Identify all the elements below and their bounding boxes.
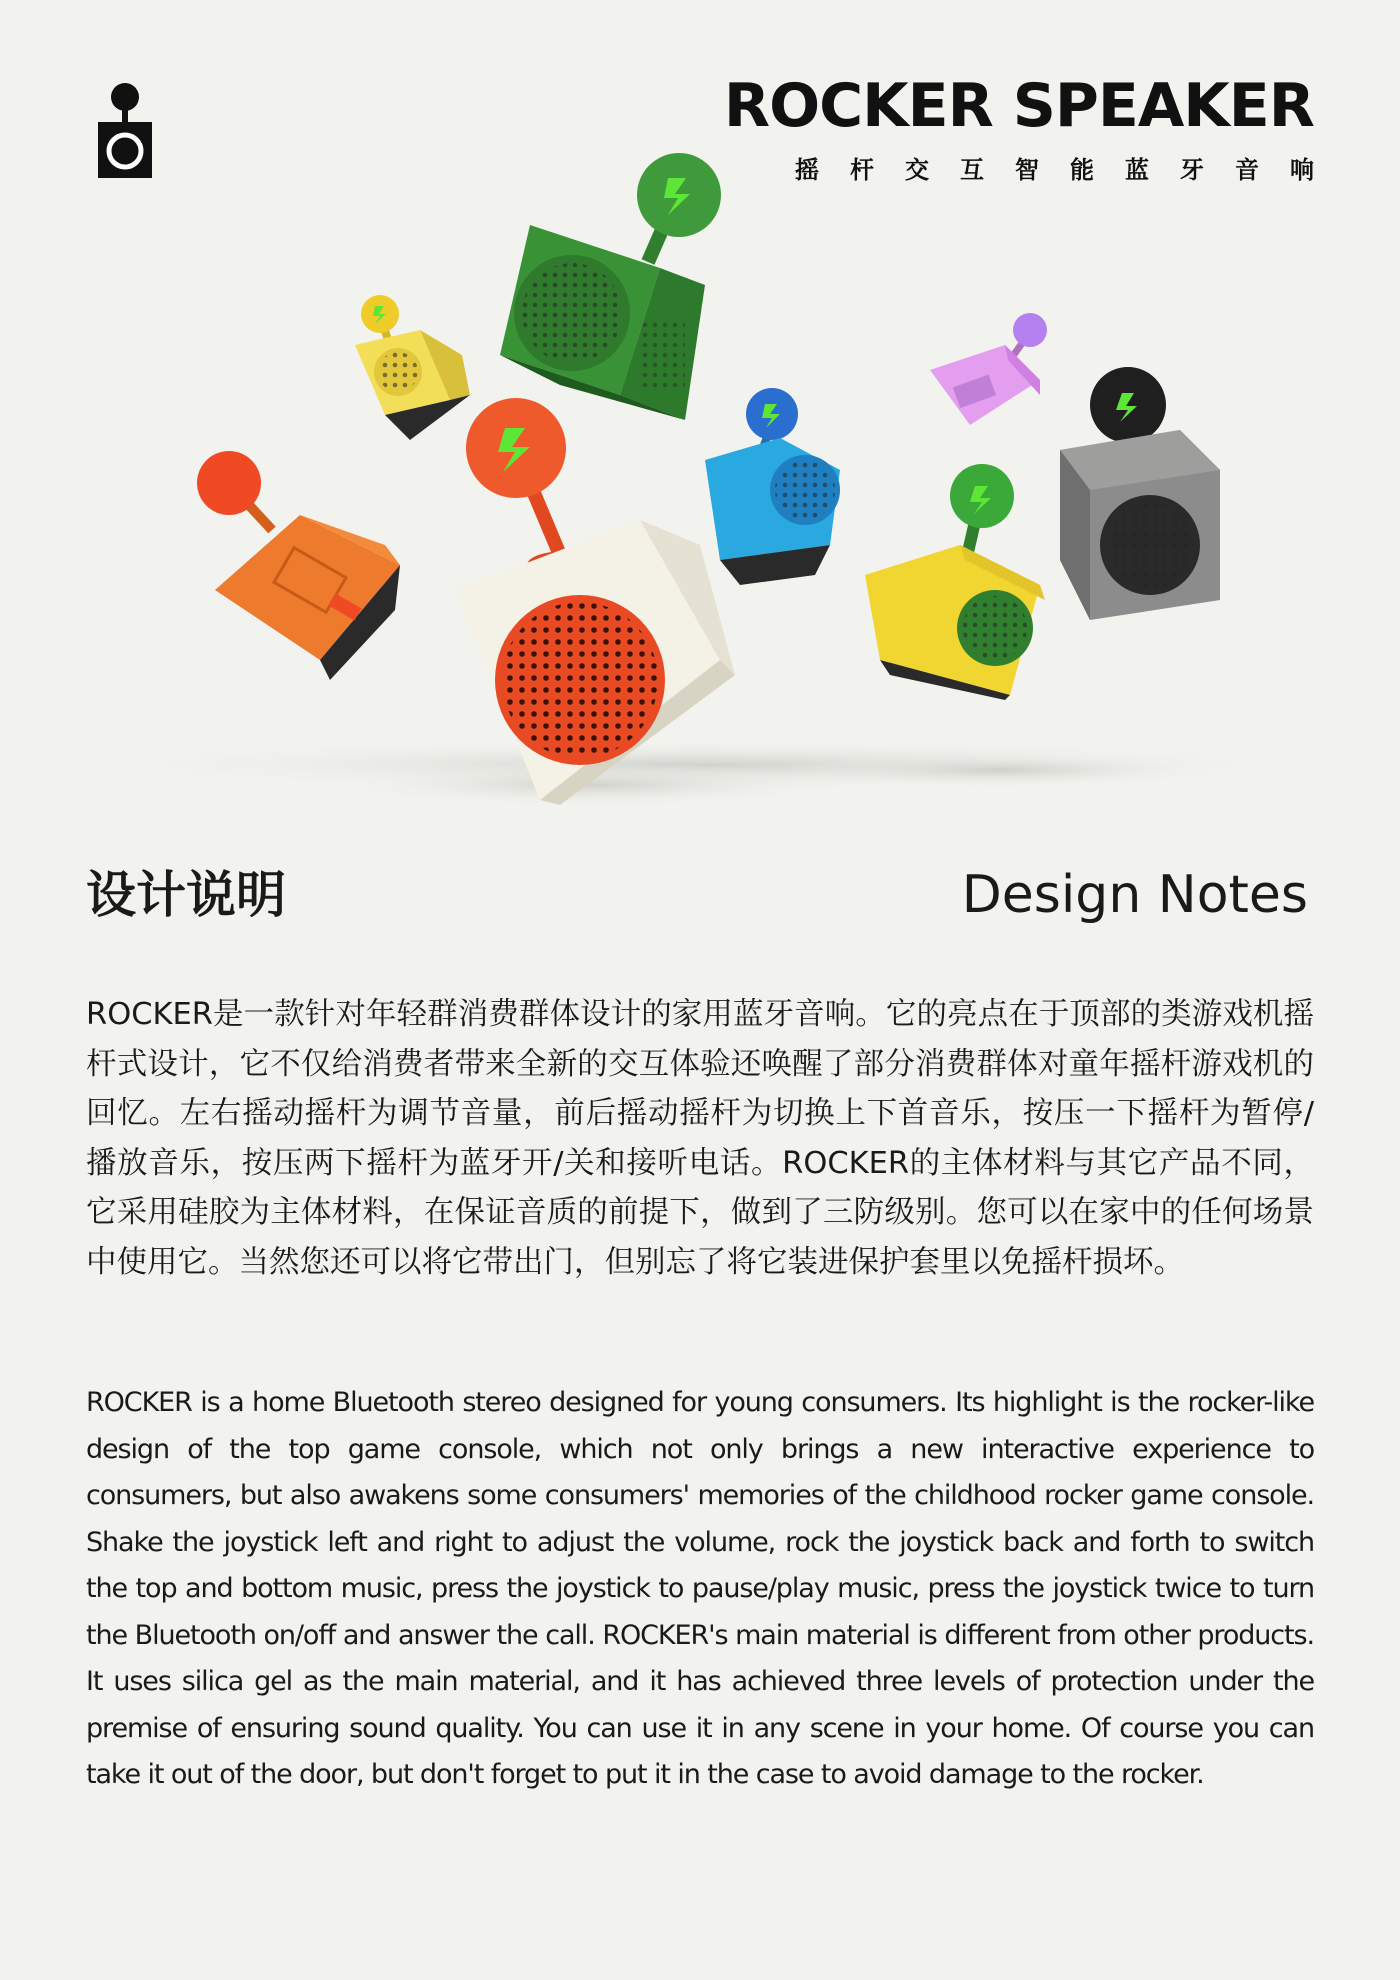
brand-subtitle: 摇杆交互智能蓝牙音响 [795,156,1345,184]
gray-speaker [1060,367,1220,620]
description-paragraph-en: ROCKER is a home Bluetooth stereo designed for young consumers. Its highlight is the rocker-like design of the top game console, which not only brings a new interactive experience to consumers, but also awakens some consumers' memories of the childhood rocker game console. Shake the joystick left and right to adjust the volume, rock the joystick back and forth to switch the top and bottom music, press the joystick to pause/play music, press the joystick twice to turn the Bluetooth on/off and answer the call. ROCKER's main material is different from other products. It uses silica gel as the main material, and it has achieved three levels of protection under the premise of ensuring sound quality. You can use it in any scene in your home. Of course you can take it out of the door, but don't forget to put it in the case to avoid damage to the rocker. [86,1387,1314,1790]
green-speaker [500,153,721,420]
brand-title: ROCKER SPEAKER [723,71,1314,141]
design-notes-heading-en: Design Notes [961,865,1308,925]
description-paragraph-cn: ROCKER是一款针对年轻群消费群体设计的家用蓝牙音响。它的亮点在于顶部的类游戏机摇杆式设计，它不仅给消费者带来全新的交互体验还唤醒了部分消费群体对童年摇杆游戏机的回忆。左右摇动摇杆为调节音量，前后摇动摇杆为切换上下首音乐，按压一下摇杆为暂停/播放音乐，按压两下摇杆为蓝牙开/关和接听电话。ROCKER的主体材料与其它产品不同，它采用硅胶为主体材料，在保证音质的前提下，做到了三防级别。您可以在家中的任何场景中使用它。当然您还可以将它带出门，但别忘了将它装进保护套里以免摇杆损坏。 [86,997,1314,1280]
small-yellow-speaker [355,295,470,440]
blue-speaker [705,388,840,585]
pink-speaker [930,313,1047,425]
orange-speaker [197,451,400,680]
rocker-speaker-product-render [0,140,1400,820]
design-notes-heading-cn: 设计说明 [86,866,286,924]
yellow-speaker [865,464,1045,700]
